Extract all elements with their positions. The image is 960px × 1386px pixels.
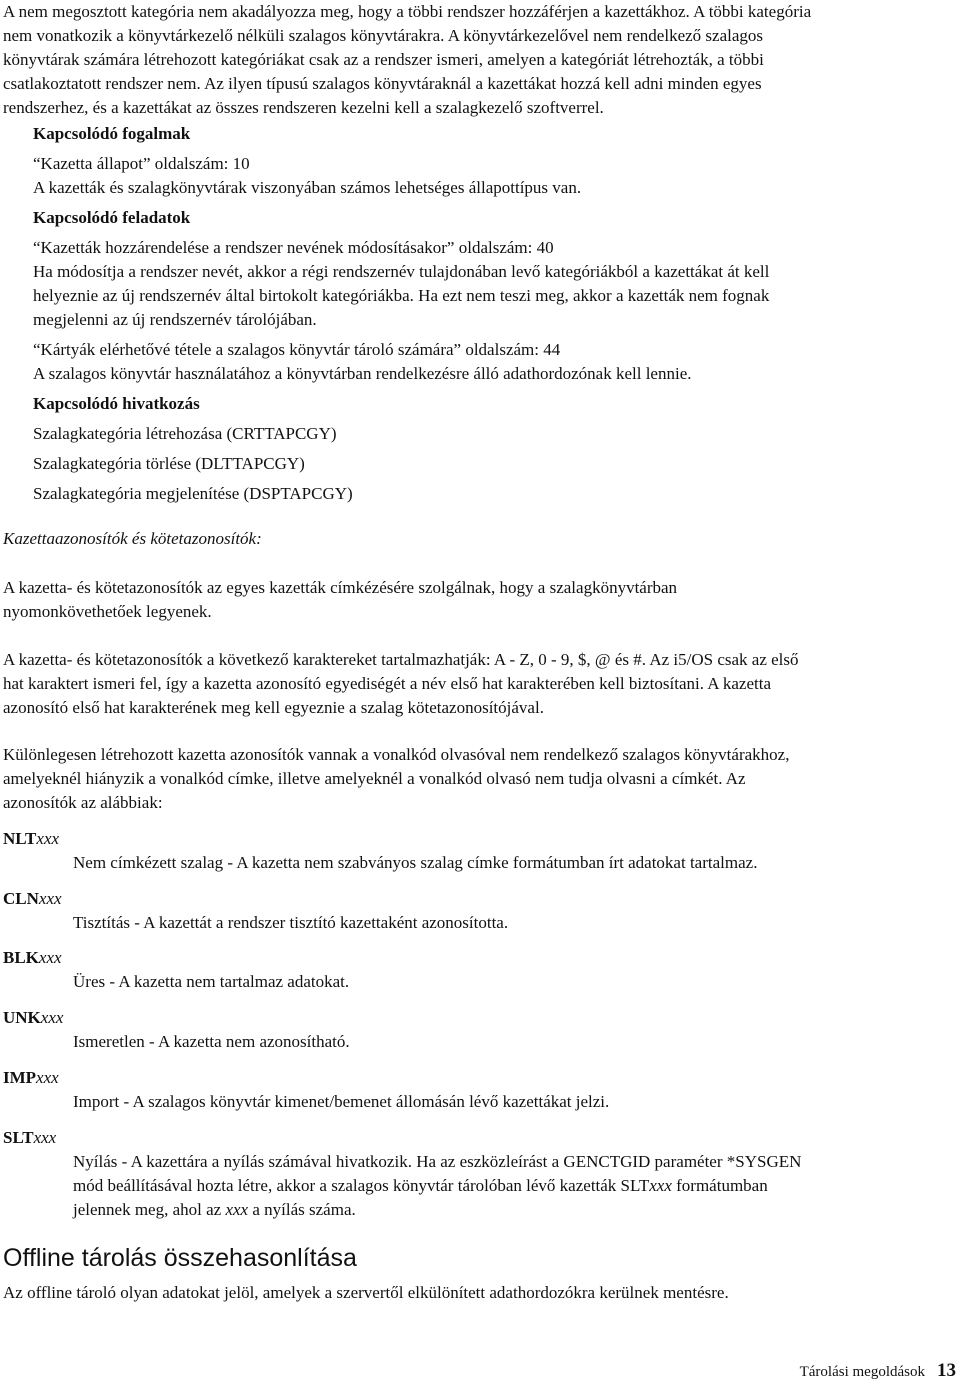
term-prefix: SLT <box>3 1128 34 1147</box>
ids-paragraph-2 <box>3 648 958 720</box>
paragraph-line: azonosító első hat karakterének meg kell egyeznie a szalag kötetazonosítójával. <box>3 698 544 717</box>
paragraph-line: hat karaktert ismeri fel, így a kazetta azonosító egyediségét a név első hat karakterében kell biztosítani. A kazetta <box>3 674 771 693</box>
term-suffix: xxx <box>33 1128 57 1147</box>
desc-line <box>73 1198 958 1222</box>
definition-term <box>3 1066 59 1090</box>
paragraph-line: A kazetta- és kötetazonosítók a következő karaktereket tartalmazhatják: A - Z, 0 - 9, $, @ és #. Az i5/OS csak az első <box>3 650 799 669</box>
desc-line <box>73 1174 958 1198</box>
term-prefix: CLN <box>3 889 39 908</box>
reference-link-dsptapcgy[interactable]: Szalagkategória megjelenítése (DSPTAPCGY) <box>33 484 353 503</box>
term-prefix: UNK <box>3 1008 41 1027</box>
desc-text: mód beállításával hozta létre, akkor a szalagos könyvtár tárolóban lévő kazetták SLT <box>73 1176 650 1195</box>
paragraph-line: A kazetta- és kötetazonosítók az egyes kazetták címkézésére szolgálnak, hogy a szalagkönyvtárban <box>3 578 678 597</box>
term-suffix: xxx <box>36 1068 59 1087</box>
related-tasks-heading: Kapcsolódó feladatok <box>33 208 191 227</box>
ids-paragraph-3 <box>3 743 958 815</box>
definition-desc: Import - A szalagos könyvtár kimenet/bemenet állomásán lévő kazettákat jelzi. <box>73 1092 610 1111</box>
related-concept-link[interactable]: “Kazetta állapot” oldalszám: 10 <box>33 154 250 173</box>
related-task-link[interactable]: “Kazetták hozzárendelése a rendszer nevének módosításakor” oldalszám: 40 <box>33 238 554 257</box>
intro-line: rendszerhez, és a kazettákat az összes rendszeren kezelni kell a szalagkezelő szoftverrel. <box>3 98 604 117</box>
ids-section-heading: Kazettaazonosítók és kötetazonosítók: <box>3 529 262 548</box>
page-footer <box>800 1360 956 1383</box>
definition-desc: Üres - A kazetta nem tartalmaz adatokat. <box>73 972 350 991</box>
term-suffix: xxx <box>40 1008 64 1027</box>
term-suffix: xxx <box>36 829 60 848</box>
definition-term <box>3 946 62 970</box>
desc-italic: xxx <box>649 1176 672 1195</box>
desc-italic: xxx <box>225 1200 249 1219</box>
task-desc-line: megjelenni az új rendszernév tárolójában. <box>33 310 317 329</box>
definition-desc: Tisztítás - A kazettát a rendszer tisztító kazettaként azonosította. <box>73 913 509 932</box>
paragraph-line: Különlegesen létrehozott kazetta azonosítók vannak a vonalkód olvasóval nem rendelkező szalagos könyvtárakhoz, <box>3 745 790 764</box>
term-prefix: IMP <box>3 1068 37 1087</box>
term-prefix: BLK <box>3 948 39 967</box>
definition-term <box>3 887 62 911</box>
paragraph-line: nyomonkövethetőek legyenek. <box>3 602 212 621</box>
reference-link-dlttapcgy[interactable]: Szalagkategória törlése (DLTTAPCGY) <box>33 454 305 473</box>
reference-link-crttapcgy[interactable]: Szalagkategória létrehozása (CRTTAPCGY) <box>33 424 337 443</box>
term-suffix: xxx <box>38 889 62 908</box>
intro-line: csatlakoztatott rendszer nem. Az ilyen típusú szalagos könyvtáraknál a kazettákat hozzá kell adni minden egyes <box>3 74 762 93</box>
definition-term <box>3 1006 63 1030</box>
term-suffix: xxx <box>38 948 62 967</box>
desc-text: a nyílás száma. <box>248 1200 356 1219</box>
related-task-desc: A szalagos könyvtár használatához a könyvtárban rendelkezésre álló adathordozónak kell lennie. <box>33 364 692 383</box>
offline-section-heading: Offline tárolás összehasonlítása <box>3 1244 357 1272</box>
desc-line: Nyílás - A kazettára a nyílás számával hivatkozik. Ha az eszközleírást a GENCTGID paraméter *SYSGEN <box>73 1152 802 1171</box>
intro-line: nem vonatkozik a könyvtárkezelő nélküli szalagos könyvtárakra. A könyvtárkezelővel nem rendelkező szalagos <box>3 26 764 45</box>
intro-line: A nem megosztott kategória nem akadályozza meg, hogy a többi rendszer hozzáférjen a kazettákhoz. A többi kategória <box>3 2 812 21</box>
definition-desc: Ismeretlen - A kazetta nem azonosítható. <box>73 1032 350 1051</box>
intro-line: könyvtárak számára létrehozott kategóriákat csak az a rendszer ismeri, amelyen a kategóriát létrehozták, a többi <box>3 50 764 69</box>
related-task-link[interactable]: “Kártyák elérhetővé tétele a szalagos könyvtár tároló számára” oldalszám: 44 <box>33 340 561 359</box>
related-concept-desc: A kazetták és szalagkönyvtárak viszonyában számos lehetséges állapottípus van. <box>33 178 582 197</box>
related-concepts-heading: Kapcsolódó fogalmak <box>33 124 191 143</box>
related-reference-heading: Kapcsolódó hivatkozás <box>33 394 200 413</box>
task-desc-line: helyeznie az új rendszernév által birtokolt kategóriákba. Ha ezt nem teszi meg, akkor a kazetták nem fognak <box>33 286 770 305</box>
intro-paragraph <box>3 0 958 120</box>
definition-term <box>3 827 59 851</box>
ids-paragraph-1 <box>3 576 958 624</box>
desc-text: jelennek meg, ahol az <box>73 1200 226 1219</box>
definition-desc: Nem címkézett szalag - A kazetta nem szabványos szalag címke formátumban írt adatokat tartalmaz. <box>73 853 758 872</box>
related-task-desc <box>33 260 953 332</box>
footer-title: Tárolási megoldások <box>799 1364 925 1380</box>
definition-desc <box>73 1150 958 1222</box>
task-desc-line: Ha módosítja a rendszer nevét, akkor a régi rendszernév tulajdonában levő kategóriákból a kazettákat át kell <box>33 262 770 281</box>
offline-section-desc: Az offline tároló olyan adatokat jelöl, amelyek a szervertől elkülönített adathordozókra kerülnek mentésre. <box>3 1283 729 1302</box>
page-number: 13 <box>937 1360 956 1381</box>
paragraph-line: amelyeknél hiányzik a vonalkód címke, illetve amelyeknél a vonalkód olvasó nem tudja olvasni a címkét. Az <box>3 769 746 788</box>
paragraph-line: azonosítók az alábbiak: <box>3 793 163 812</box>
term-prefix: NLT <box>3 829 37 848</box>
desc-text: formátumban <box>671 1176 768 1195</box>
definition-term <box>3 1126 56 1150</box>
